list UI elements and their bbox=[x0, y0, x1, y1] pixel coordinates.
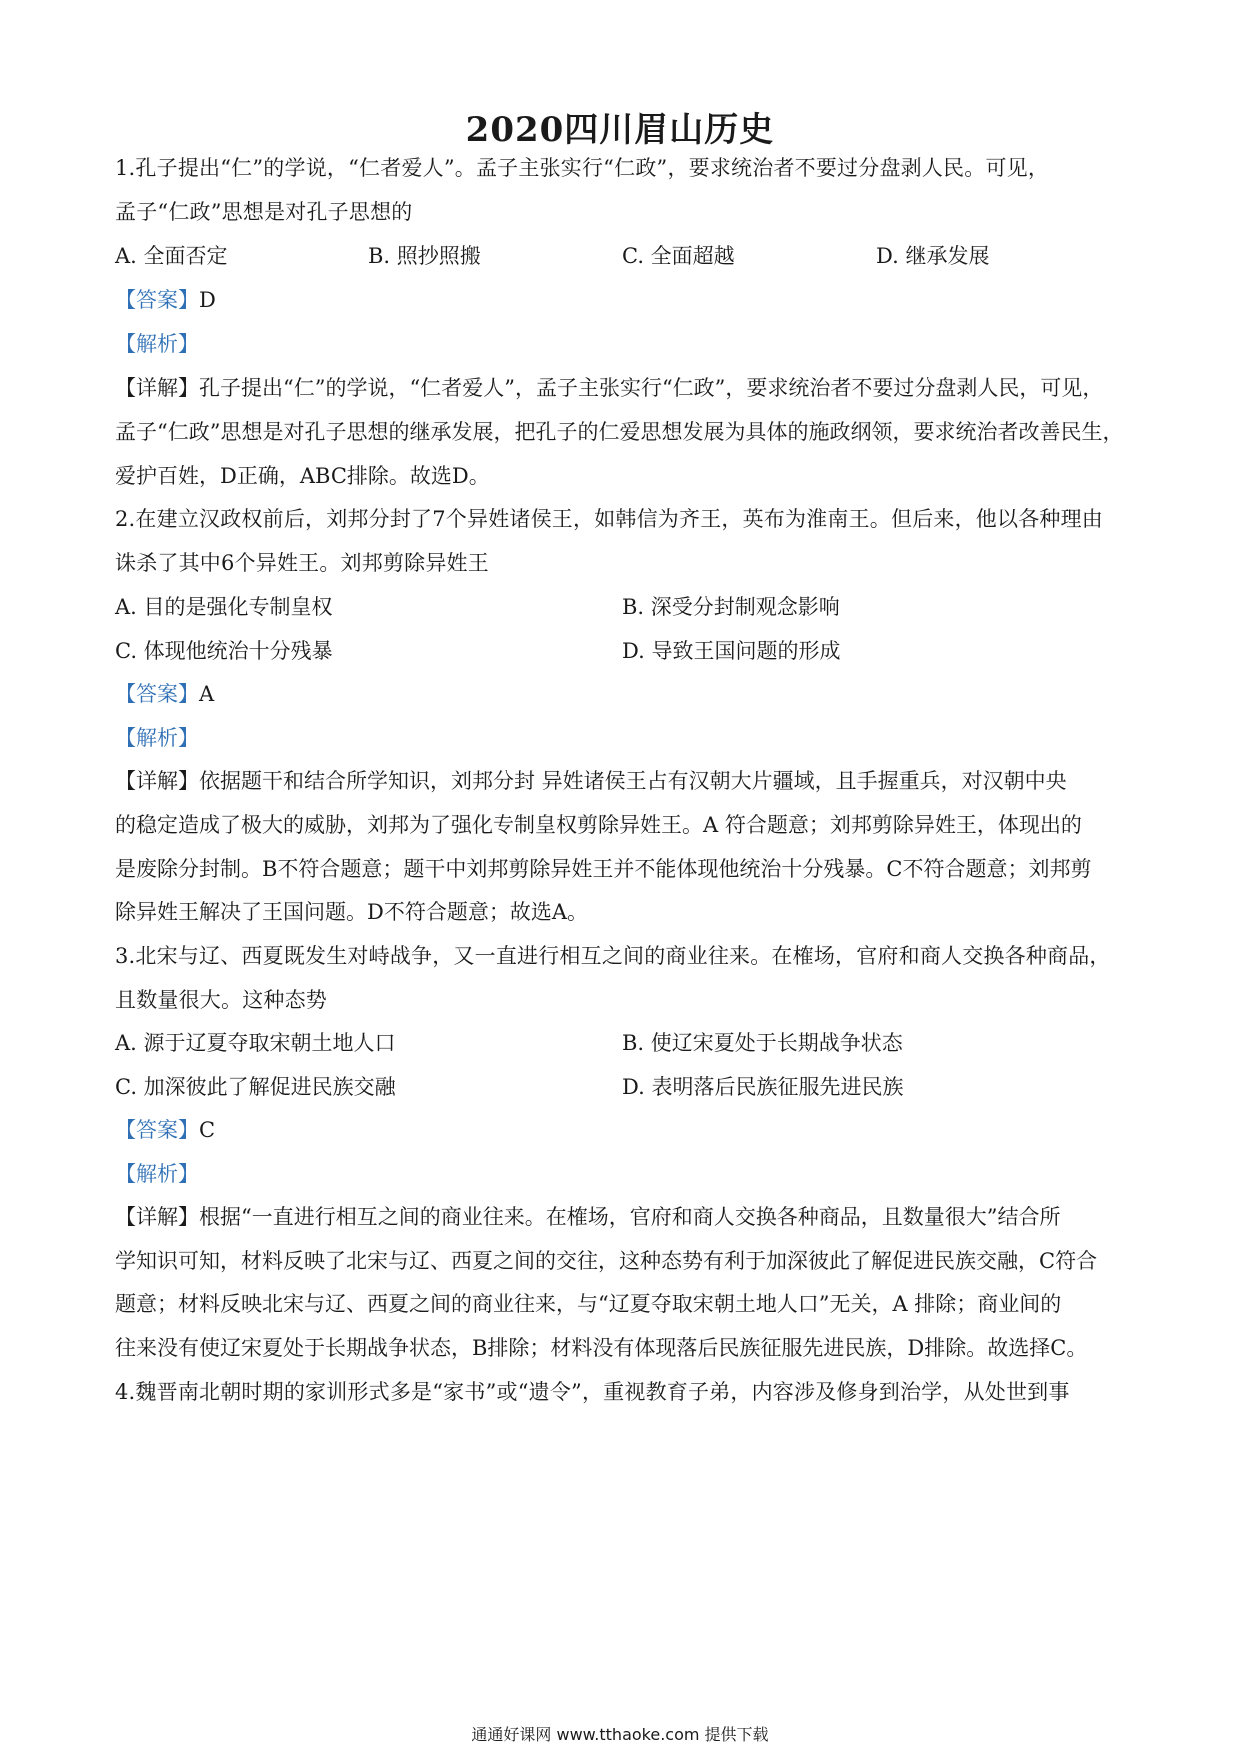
q3-answer bbox=[115, 1114, 215, 1144]
q2-option-b: B. 深受分封制观念影响 bbox=[622, 595, 840, 619]
answer-value: C bbox=[199, 1118, 216, 1142]
answer-tag: 【答案】 bbox=[115, 288, 199, 312]
detail-text: 根据“一直进行相互之间的商业往来。在榷场，官府和商人交换各种商品，且数量很大”结合所 bbox=[199, 1205, 1061, 1229]
q1-option-a: A. 全面否定 bbox=[115, 244, 228, 268]
detail-text: 依据题干和结合所学知识，刘邦分封 异姓诸侯王占有汉朝大片疆域，且手握重兵，对汉朝中央 bbox=[199, 769, 1067, 793]
q2-stem-line-2: 诛杀了其中6个异姓王。刘邦剪除异姓王 bbox=[115, 551, 489, 575]
q3-detail-line-3: 题意；材料反映北宋与辽、西夏之间的商业往来，与“辽夏夺取宋朝土地人口”无关，A 排除；商业间的 bbox=[115, 1292, 1062, 1316]
q1-answer bbox=[115, 284, 216, 314]
q2-detail-line-4: 除异姓王解决了王国问题。D不符合题意；故选A。 bbox=[115, 900, 589, 924]
q3-stem-line-2: 且数量很大。这种态势 bbox=[115, 988, 327, 1012]
q2-answer bbox=[115, 678, 214, 708]
q2-stem-line-1: 2.在建立汉政权前后，刘邦分封了7个异姓诸侯王，如韩信为齐王，英布为淮南王。但后来，他以各种理由 bbox=[115, 507, 1103, 531]
answer-tag: 【答案】 bbox=[115, 1118, 199, 1142]
q3-option-c: C. 加深彼此了解促进民族交融 bbox=[115, 1075, 396, 1099]
q2-detail-line-1 bbox=[115, 765, 1067, 795]
page-title: 2020四川眉山历史 bbox=[465, 110, 775, 150]
detail-text: 孔子提出“仁”的学说，“仁者爱人”，孟子主张实行“仁政”，要求统治者不要过分盘剥人民，可见， bbox=[199, 376, 1104, 400]
q3-detail-line-2: 学知识可知，材料反映了北宋与辽、西夏之间的交往，这种态势有利于加深彼此了解促进民族交融，C符合 bbox=[115, 1249, 1098, 1273]
q2-analysis-tag: 【解析】 bbox=[115, 726, 199, 750]
q2-detail-line-3: 是废除分封制。B不符合题意；题干中刘邦剪除异姓王并不能体现他统治十分残暴。C不符合题意；刘邦剪 bbox=[115, 857, 1092, 881]
q1-stem-line-1: 1.孔子提出“仁”的学说，“仁者爱人”。孟子主张实行“仁政”，要求统治者不要过分盘剥人民。可见， bbox=[115, 156, 1050, 180]
q2-option-d: D. 导致王国问题的形成 bbox=[622, 639, 841, 663]
q1-option-b: B. 照抄照搬 bbox=[368, 244, 481, 268]
q3-option-d: D. 表明落后民族征服先进民族 bbox=[622, 1075, 904, 1099]
q3-detail-line-1 bbox=[115, 1201, 1060, 1231]
q1-option-d: D. 继承发展 bbox=[876, 244, 990, 268]
detail-tag: 【详解】 bbox=[115, 769, 199, 793]
answer-value: D bbox=[199, 288, 216, 312]
q1-detail-line-2: 孟子“仁政”思想是对孔子思想的继承发展，把孔子的仁爱思想发展为具体的施政纲领，要求统治者改善民生， bbox=[115, 420, 1124, 444]
q3-detail-line-4: 往来没有使辽宋夏处于长期战争状态，B排除；材料没有体现落后民族征服先进民族，D排除。故选择C。 bbox=[115, 1336, 1088, 1360]
q1-stem-line-2: 孟子“仁政”思想是对孔子思想的 bbox=[115, 200, 413, 224]
detail-tag: 【详解】 bbox=[115, 376, 199, 400]
q3-analysis-tag: 【解析】 bbox=[115, 1162, 199, 1186]
answer-value: A bbox=[199, 682, 215, 706]
q2-option-a: A. 目的是强化专制皇权 bbox=[115, 595, 333, 619]
answer-tag: 【答案】 bbox=[115, 682, 199, 706]
q2-option-c: C. 体现他统治十分残暴 bbox=[115, 639, 333, 663]
detail-tag: 【详解】 bbox=[115, 1205, 199, 1229]
q3-option-b: B. 使辽宋夏处于长期战争状态 bbox=[622, 1031, 903, 1055]
q2-detail-line-2: 的稳定造成了极大的威胁，刘邦为了强化专制皇权剪除异姓王。A 符合题意；刘邦剪除异姓王，体现出的 bbox=[115, 813, 1082, 837]
q1-detail-line-3: 爱护百姓，D正确，ABC排除。故选D。 bbox=[115, 464, 490, 488]
q1-detail-line-1 bbox=[115, 372, 1103, 402]
q3-stem-line-1: 3.北宋与辽、西夏既发生对峙战争，又一直进行相互之间的商业往来。在榷场，官府和商人交换各种商品， bbox=[115, 944, 1111, 968]
q1-option-c: C. 全面超越 bbox=[622, 244, 735, 268]
q3-option-a: A. 源于辽夏夺取宋朝土地人口 bbox=[115, 1031, 396, 1055]
q4-stem-line-1: 4.魏晋南北朝时期的家训形式多是“家书”或“遗令”，重视教育子弟，内容涉及修身到治学，从处世到事 bbox=[115, 1380, 1070, 1404]
q1-analysis-tag: 【解析】 bbox=[115, 332, 199, 356]
page-footer: 通通好课网 www.tthaoke.com 提供下载 bbox=[471, 1725, 769, 1744]
